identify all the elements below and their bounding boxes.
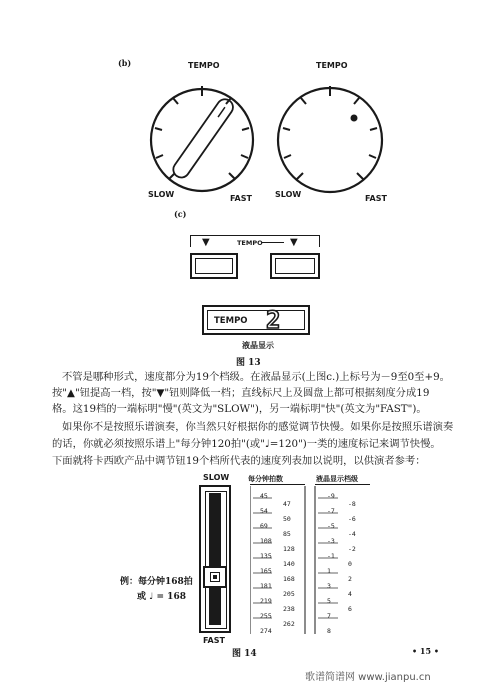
lcd-display	[202, 305, 310, 335]
watermark: 歌谱简谱网 www.jianpu.cn	[305, 672, 431, 683]
paragraph-line-6: 下面就将卡西欧产品中调节钮19个档所代表的速度列表加以说明，以供演者参考：	[52, 455, 426, 467]
table-cell: 262	[283, 620, 295, 628]
table-cell: 69	[260, 522, 268, 530]
slider-knob[interactable]	[203, 566, 227, 588]
table-cell: 50	[283, 515, 291, 523]
table-cell: 181	[260, 582, 272, 590]
table-cell: 6	[348, 605, 352, 613]
figure-14-caption: 图 14	[232, 649, 257, 659]
lcd-caption: 液晶显示	[242, 340, 274, 350]
tempo-down-button[interactable]	[190, 253, 238, 279]
table-cell: 45	[260, 492, 268, 500]
lcd-tempo-label: TEMPO	[214, 316, 248, 326]
tempo-dial-left[interactable]	[142, 70, 262, 200]
paragraph-line-5: 的话，你就必须按照乐谱上"每分钟120拍"(或"♩=120")一类的速度标记来调节快慢。	[52, 438, 441, 450]
table-cell: 54	[260, 507, 268, 515]
table-cell: -3	[327, 537, 335, 545]
table-cell: -1	[327, 552, 335, 560]
table-cell: 7	[327, 612, 331, 620]
paragraph-line-1: 不管是哪种形式，速度都分为19个档级。在液晶显示(上图c.)上标号为－9至0至+9。	[62, 371, 450, 383]
bpm-table-header: 每分钟拍数	[248, 474, 283, 483]
table-cell: 168	[283, 575, 295, 583]
panel-tempo-label: TEMPO	[237, 239, 263, 247]
table-cell: 4	[348, 590, 352, 598]
table-cell: 8	[327, 627, 331, 635]
fig-b-label: (b)	[118, 58, 132, 68]
slider-fast-label: FAST	[203, 636, 225, 645]
table-cell: 135	[260, 552, 272, 560]
dial-right-slow-label: SLOW	[275, 190, 302, 199]
table-cell: -8	[348, 500, 356, 508]
dial-right-fast-label: FAST	[365, 194, 387, 203]
table-cell: 85	[283, 530, 291, 538]
down-arrow-icon-right: ▼	[290, 237, 298, 248]
table-cell: 47	[283, 500, 291, 508]
table-cell: -2	[348, 545, 356, 553]
table-cell: 140	[283, 560, 295, 568]
table-cell: 2	[348, 575, 352, 583]
table-cell: 255	[260, 612, 272, 620]
table-cell: 238	[283, 605, 295, 613]
paragraph-line-2: 按"▲"钮提高一档，按"▼"钮则降低一档；直线标尺上及圆盘上都可根据刻度分成19	[52, 387, 430, 399]
table-cell: -4	[348, 530, 356, 538]
dial-left-slow-label: SLOW	[148, 190, 175, 199]
table-cell: 108	[260, 537, 272, 545]
tempo-slider[interactable]	[199, 485, 231, 633]
slider-slow-label: SLOW	[203, 473, 230, 482]
table-cell: 165	[260, 567, 272, 575]
table-cell: 219	[260, 597, 272, 605]
table-cell: -6	[348, 515, 356, 523]
page-number: • 15 •	[412, 646, 439, 656]
dial-right-tempo-label: TEMPO	[316, 61, 348, 70]
fig-c-label: (c)	[174, 209, 187, 219]
table-cell: 0	[348, 560, 352, 568]
table-rules	[250, 486, 375, 636]
dial-left-fast-label: FAST	[230, 194, 252, 203]
tempo-button-panel	[190, 235, 320, 283]
dial-left-tempo-label: TEMPO	[188, 61, 220, 70]
table-cell: -9	[327, 492, 335, 500]
figure-13-caption: 图 13	[236, 358, 261, 368]
example-line-2: 或 ♩ = 168	[137, 592, 186, 602]
table-cell: -5	[327, 522, 335, 530]
table-cell: 274	[260, 627, 272, 635]
lcd-level-header: 液晶显示档级	[316, 474, 358, 483]
example-line-1: 例：每分钟168拍	[120, 577, 193, 587]
lcd-digit: 2	[266, 306, 281, 334]
tempo-dial-right[interactable]	[270, 70, 390, 200]
paragraph-line-4: 如果你不是按照乐谱演奏，你当然只好根据你的感觉调节快慢。如果你是按照乐谱演奏	[62, 421, 454, 433]
down-arrow-icon-left: ▼	[202, 237, 210, 248]
paragraph-line-3: 格。这19档的一端标明"慢"(英文为"SLOW")，另一端标明"快"(英文为"FAST")。	[52, 403, 427, 415]
table-cell: 3	[327, 582, 331, 590]
table-cell: 205	[283, 590, 295, 598]
tempo-up-button[interactable]	[270, 253, 320, 279]
table-cell: 128	[283, 545, 295, 553]
table-cell: 5	[327, 597, 331, 605]
table-cell: -7	[327, 507, 335, 515]
table-cell: 1	[327, 567, 331, 575]
